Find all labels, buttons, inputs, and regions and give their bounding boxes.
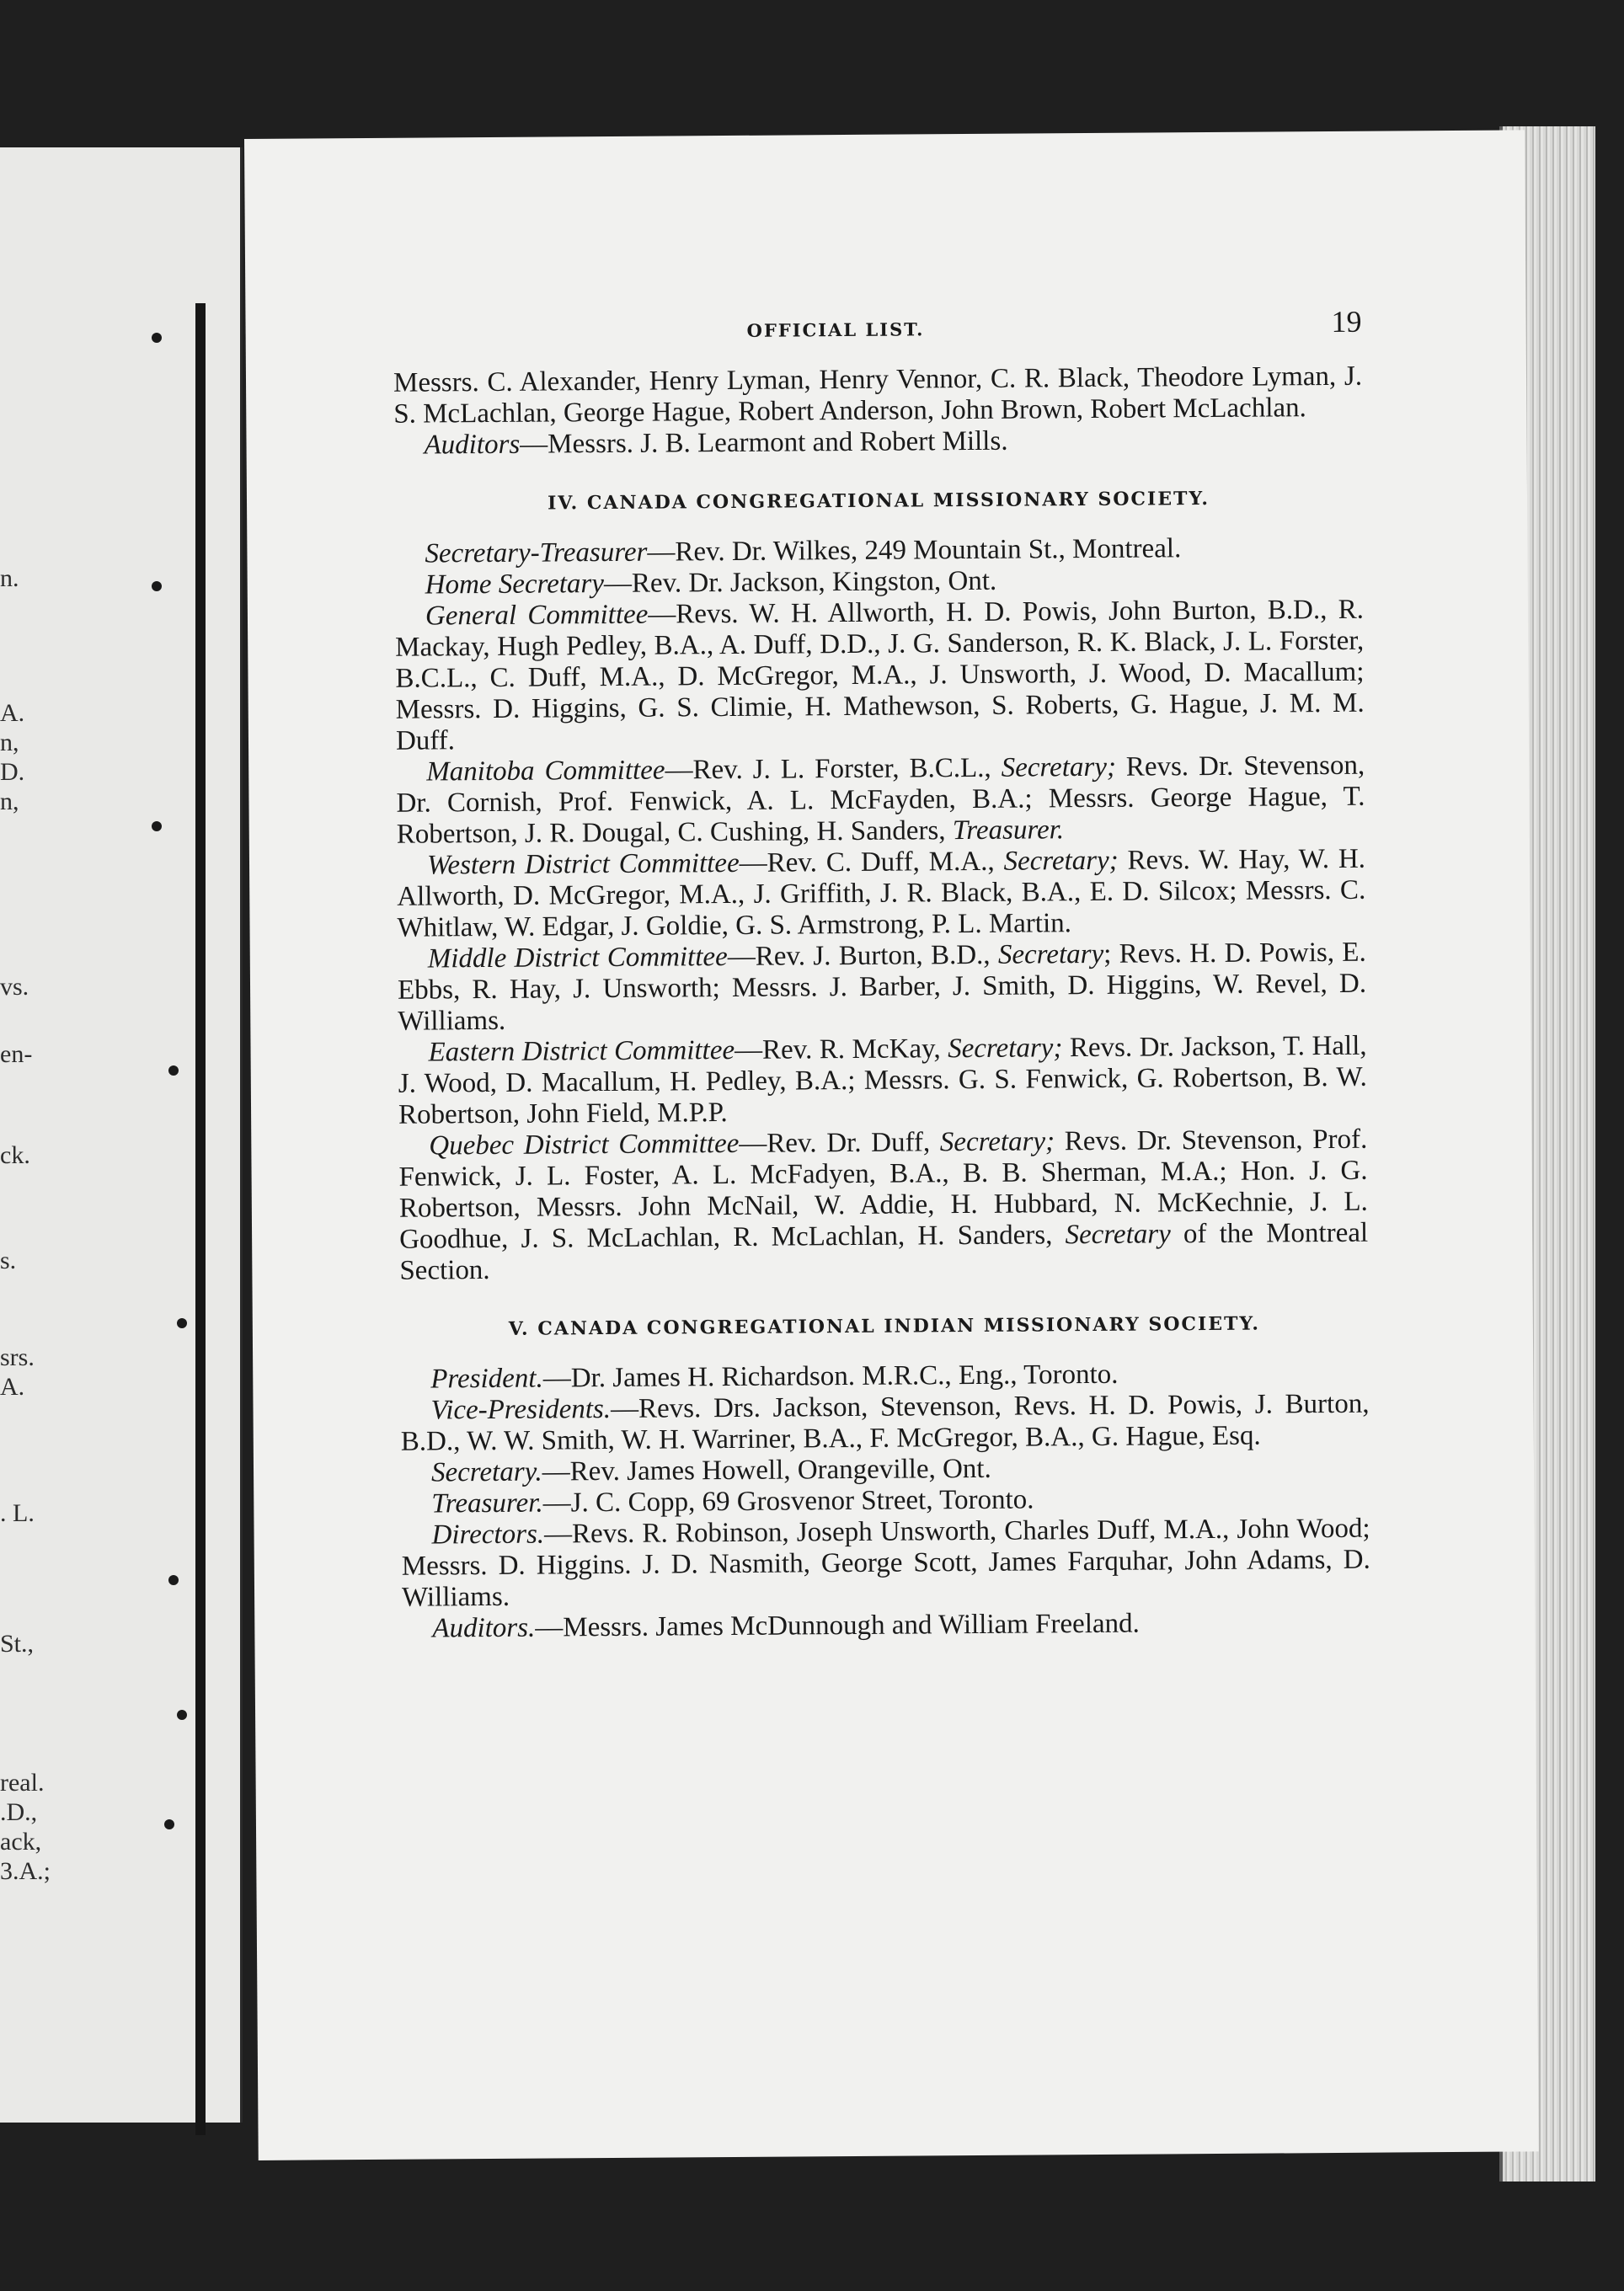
previous-page-fragment: . L. bbox=[0, 1499, 35, 1527]
entry-text: —Messrs. James McDunnough and William Freeland. bbox=[535, 1608, 1140, 1643]
continuation-paragraph: Messrs. C. Alexander, Henry Lyman, Henry Vennor, C. R. Black, Theodore Lyman, J. S. McLachlan, George Hague, Robert Anderson, John Brown, Robert McLachlan. bbox=[393, 360, 1363, 430]
entry-paragraph bbox=[397, 844, 1366, 944]
entry-label: Western District Committee bbox=[426, 847, 740, 881]
entry-text: Revs. W. Hay, W. H. Allworth, D. McGregor, M.A., J. Griffith, J. R. Black, B.A., E. D. Silcox; Messrs. C. Whitlaw, W. Edgar, J. Goldie, G. S. Armstrong, P. L. Martin. bbox=[397, 843, 1366, 943]
entry-paragraph bbox=[398, 1031, 1367, 1131]
entry-text: —Rev. James Howell, Orangeville, Ont. bbox=[542, 1453, 991, 1487]
entry-label: Directors. bbox=[431, 1519, 545, 1551]
book-binding-gutter bbox=[195, 303, 206, 2135]
entry-text: of the Montreal Section. bbox=[399, 1217, 1369, 1286]
auditors-label: Auditors bbox=[424, 429, 521, 461]
page-number: 19 bbox=[1331, 304, 1362, 339]
binding-stitch-mark bbox=[164, 1819, 174, 1829]
entry-label: Secretary-Treasurer bbox=[425, 537, 648, 569]
entry-text: Revs. Dr. Stevenson, Dr. Cornish, Prof. Fenwick, A. L. McFayden, B.A.; Messrs. George Hague, T. Robertson, J. R. Dougal, C. Cushing, H. Sanders, bbox=[396, 750, 1365, 850]
entry-italic-text: Secretary; bbox=[939, 1126, 1055, 1158]
entry-text: —Rev. J. L. Forster, B.C.L., bbox=[665, 752, 1002, 786]
auditors-paragraph bbox=[393, 424, 1362, 462]
binding-stitch-mark bbox=[168, 1065, 179, 1076]
section-iv-heading: IV. CANADA CONGREGATIONAL MISSIONARY SOCIETY. bbox=[547, 488, 1210, 515]
previous-page-fragment: D. bbox=[0, 758, 25, 786]
entry-paragraph bbox=[402, 1607, 1370, 1645]
section-v-heading: V. CANADA CONGREGATIONAL INDIAN MISSIONARY SOCIETY. bbox=[508, 1312, 1261, 1340]
entry-text: —Revs. W. H. Allworth, H. D. Powis, John Burton, B.D., R. Mackay, Hugh Pedley, B.A., A. Duff, D.D., J. G. Sanderson, R. K. Black, J. L. Forster, B.C.L., C. Duff, M.A., D. McGregor, M.A., J. Unsworth, J. Wood, D. Macallum; Messrs. D. Higgins, G. S. Climie, H. Mathewson, S. Roberts, G. Hague, J. M. M. Duff. bbox=[395, 594, 1365, 756]
entry-label: Secretary. bbox=[430, 1456, 542, 1488]
entry-paragraph bbox=[400, 1389, 1369, 1458]
entry-italic-text: Secretary; bbox=[948, 1033, 1063, 1065]
previous-page-fragment: 3.A.; bbox=[0, 1857, 51, 1885]
entry-text: —Revs. R. Robinson, Joseph Unsworth, Charles Duff, M.A., John Wood; Messrs. D. Higgins. J. D. Nasmith, George Scott, James Farquhar, John Adams, D. Williams. bbox=[401, 1513, 1370, 1613]
entry-paragraph bbox=[396, 750, 1365, 851]
entry-text: —Rev. Dr. Duff, bbox=[739, 1127, 940, 1159]
entry-italic-text: Secretary; bbox=[1003, 845, 1119, 877]
entry-text: Revs. Dr. Jackson, T. Hall, J. Wood, D. Macallum, H. Pedley, B.A.; Messrs. G. S. Fenwick, G. Robertson, B. W. Robertson, John Field, M.P.P. bbox=[398, 1030, 1367, 1130]
section-v-entries bbox=[400, 1358, 1370, 1645]
previous-page-fragment: A. bbox=[0, 1373, 25, 1401]
previous-page-fragment: real. bbox=[0, 1769, 45, 1797]
previous-page-fragment: n. bbox=[0, 564, 19, 592]
entry-label: Treasurer. bbox=[431, 1487, 543, 1519]
entry-label: Manitoba Committee bbox=[426, 755, 665, 788]
running-head bbox=[393, 304, 1361, 353]
previous-page-fragment: A. bbox=[0, 699, 25, 727]
entry-text: —Rev. Dr. Jackson, Kingston, Ont. bbox=[603, 565, 997, 600]
binding-stitch-mark bbox=[177, 1318, 187, 1328]
binding-stitch-mark bbox=[152, 581, 162, 591]
entry-label: Auditors. bbox=[432, 1612, 536, 1644]
book-page bbox=[244, 130, 1539, 2160]
entry-text: —Rev. J. Burton, B.D., bbox=[727, 939, 999, 973]
previous-page-fragment: ck. bbox=[0, 1141, 30, 1169]
section-iv-entries bbox=[394, 532, 1368, 1287]
entry-text: —Rev. C. Duff, M.A., bbox=[739, 846, 1004, 878]
binding-stitch-mark bbox=[177, 1710, 187, 1720]
previous-page-strip bbox=[0, 147, 243, 2123]
entry-paragraph bbox=[395, 595, 1365, 757]
entry-label: Home Secretary bbox=[425, 569, 605, 601]
entry-italic-text: Secretary bbox=[997, 938, 1104, 970]
entry-label: General Committee bbox=[425, 599, 649, 632]
page-content bbox=[393, 304, 1370, 1645]
entry-label: Middle District Committee bbox=[427, 942, 728, 975]
previous-page-fragment: n, bbox=[0, 788, 19, 815]
previous-page-fragment: ack, bbox=[0, 1828, 42, 1856]
entry-text: Revs. Dr. Stevenson, Prof. Fenwick, J. L. Foster, A. L. McFadyen, B.A., B. B. Sherman, M.A.; Hon. J. G. Robertson, Messrs. John McNail, W. Addie, H. Hubbard, N. McKechnie, J. L. Goodhue, J. S. McLachlan, R. McLachlan, H. Sanders, bbox=[398, 1124, 1368, 1255]
entry-label: President. bbox=[430, 1363, 543, 1395]
binding-stitch-mark bbox=[152, 333, 162, 343]
entry-text: ; Revs. H. D. Powis, E. Ebbs, R. Hay, J. Unsworth; Messrs. J. Barber, J. Smith, D. Higgins, W. Revel, D. Williams. bbox=[397, 937, 1367, 1037]
entry-label: Vice-Presidents. bbox=[430, 1394, 612, 1426]
previous-page-fragment: n, bbox=[0, 729, 19, 756]
entry-text: —Revs. Drs. Jackson, Stevenson, Revs. H. D. Powis, J. Burton, B.D., W. W. Smith, W. H. Warriner, B.A., F. McGregor, B.A., G. Hague, Esq. bbox=[400, 1388, 1370, 1457]
entry-label: Eastern District Committee bbox=[428, 1034, 735, 1068]
previous-page-fragment: .D., bbox=[0, 1798, 38, 1826]
entry-text: —Rev. R. McKay, bbox=[734, 1033, 948, 1065]
previous-page-fragment: St., bbox=[0, 1630, 35, 1658]
entry-text: —Dr. James H. Richardson. M.R.C., Eng., Toronto. bbox=[542, 1359, 1119, 1394]
previous-page-fragment: en- bbox=[0, 1040, 33, 1068]
entry-label: Quebec District Committee bbox=[429, 1128, 740, 1162]
previous-page-fragment: vs. bbox=[0, 973, 29, 1001]
entry-text: —Rev. Dr. Wilkes, 249 Mountain St., Montreal. bbox=[647, 533, 1182, 568]
auditors-text: —Messrs. J. B. Learmont and Robert Mills. bbox=[520, 425, 1008, 460]
previous-page-fragment: s. bbox=[0, 1247, 17, 1274]
running-title: OFFICIAL LIST. bbox=[746, 318, 925, 341]
previous-page-fragment: srs. bbox=[0, 1343, 35, 1371]
entry-paragraph bbox=[401, 1514, 1370, 1614]
binding-stitch-mark bbox=[168, 1575, 179, 1585]
binding-stitch-mark bbox=[152, 821, 162, 831]
entry-italic-text: Secretary bbox=[1065, 1219, 1171, 1251]
entry-italic-text: Secretary; bbox=[1001, 751, 1117, 783]
entry-text: —J. C. Copp, 69 Grosvenor Street, Toronto. bbox=[542, 1484, 1034, 1519]
entry-paragraph bbox=[398, 1124, 1368, 1287]
entry-paragraph bbox=[398, 937, 1367, 1038]
entry-italic-text: Treasurer. bbox=[952, 814, 1065, 846]
